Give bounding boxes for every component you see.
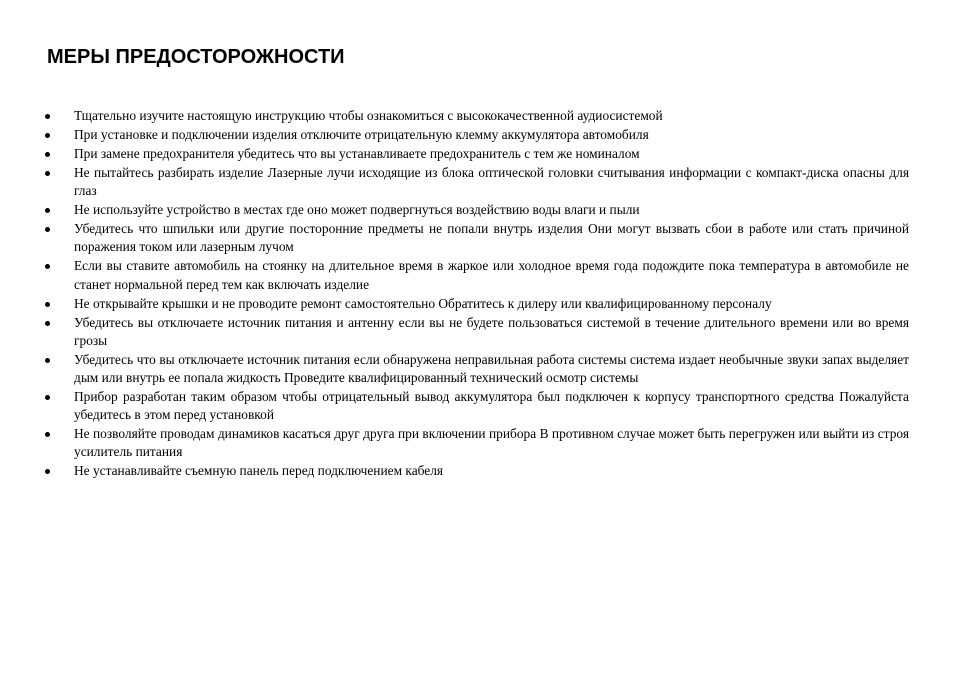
bullet-icon	[45, 358, 50, 363]
bullet-icon	[45, 227, 50, 232]
list-item-text: Убедитесь что вы отключаете источник питания если обнаружена неправильная работа системы система издает необычные звуки запах выделяет дым или внутрь ее попала жидкость Проведите квалифицированный технический осмотр системы	[74, 351, 909, 386]
list-item-text: Убедитесь вы отключаете источник питания и антенну если вы не будете пользоваться системой в течение длительного времени или во время грозы	[74, 314, 909, 348]
list-item	[74, 351, 909, 387]
list-item-text: Прибор разработан таким образом чтобы отрицательный вывод аккумулятора был подключен к корпусу транспортного средства Пожалуйста убедитесь в этом перед установкой	[74, 389, 909, 423]
bullet-icon	[45, 171, 50, 176]
list-item-text: Не открывайте крышки и не проводите ремонт самостоятельно Обратитесь к дилеру или квалифицированному персоналу	[74, 295, 772, 311]
bullet-icon	[45, 302, 50, 307]
list-item	[74, 201, 909, 219]
list-item	[74, 220, 909, 256]
list-item-text: Если вы ставите автомобиль на стоянку на длительное время в жаркое или холодное время года подождите пока температура в автомобиле не станет нормальной перед тем как включать изделие	[74, 258, 909, 292]
page-title: МЕРЫ ПРЕДОСТОРОЖНОСТИ	[47, 46, 345, 68]
list-item	[74, 126, 909, 144]
list-item-text: Тщательно изучите настоящую инструкцию чтобы ознакомиться с высококачественной аудиосистемой	[74, 108, 663, 123]
bullet-icon	[45, 114, 50, 119]
list-item-text: Не используйте устройство в местах где оно может подвергнуться воздействию воды влаги и пыли	[74, 202, 640, 218]
bullet-icon	[45, 152, 50, 157]
bullet-icon	[45, 264, 50, 269]
list-item	[74, 107, 909, 125]
list-item-text: Убедитесь что шпильки или другие посторонние предметы не попали внутрь изделия Они могут вызвать сбои в работе или стать причиной поражения током или лазерным лучом	[74, 221, 909, 255]
list-item-text: Не устанавливайте съемную панель перед подключением кабеля	[74, 463, 444, 479]
bullet-icon	[45, 469, 50, 474]
bullet-icon	[45, 133, 50, 138]
list-item	[74, 257, 909, 293]
list-item-text: Не позволяйте проводам динамиков касаться друг друга при включении прибора В противном случае может быть перегружен или выйти из строя усилитель питания	[74, 426, 909, 460]
list-item	[74, 145, 909, 163]
precautions-list	[74, 107, 909, 481]
bullet-icon	[45, 321, 50, 326]
list-item-text: Не пытайтесь разбирать изделие Лазерные лучи исходящие из блока оптической головки считывания информации с компакт-диска опасны для глаз	[74, 165, 909, 199]
list-item	[74, 295, 909, 313]
list-item	[74, 425, 909, 461]
list-item	[74, 164, 909, 200]
list-item-text: При замене предохранителя убедитесь что вы устанавливаете предохранитель с тем же номиналом	[74, 146, 640, 161]
list-item	[74, 462, 909, 480]
list-item	[74, 314, 909, 350]
bullet-icon	[45, 432, 50, 437]
bullet-icon	[45, 395, 50, 400]
list-item-text: При установке и подключении изделия отключите отрицательную клемму аккумулятора автомобиля	[74, 127, 649, 142]
list-item	[74, 388, 909, 424]
bullet-icon	[45, 208, 50, 213]
